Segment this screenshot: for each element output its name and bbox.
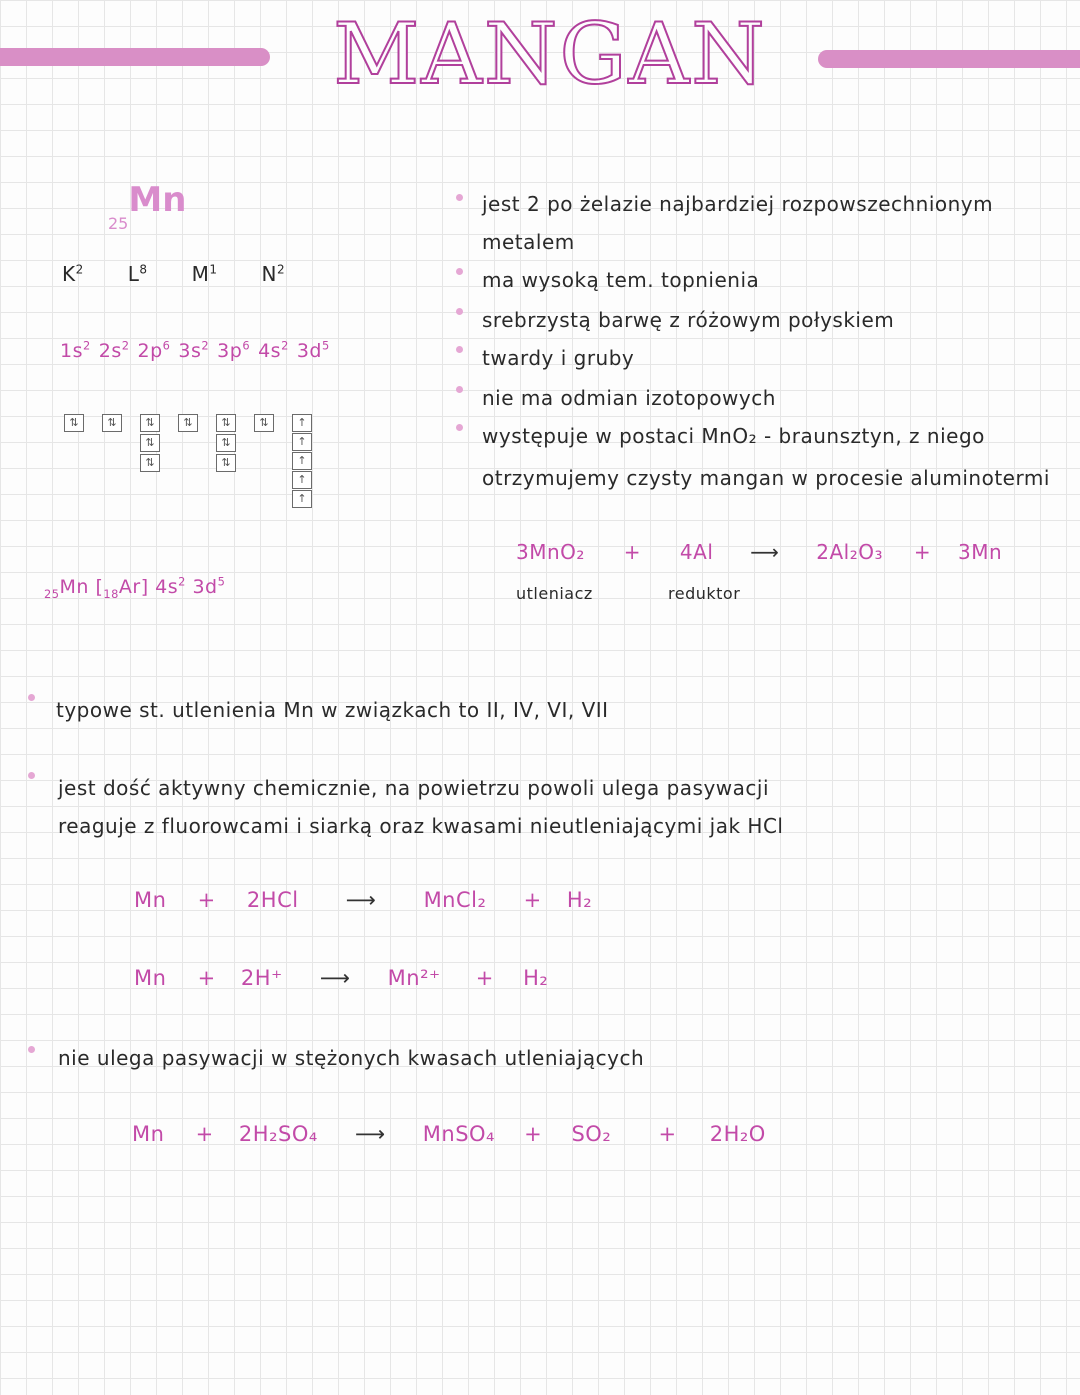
orbital-box: ⇅ <box>216 454 236 472</box>
shell-list <box>62 262 285 286</box>
orbital-box: ⇅ <box>140 434 160 452</box>
config-1s: $1s^2$ <box>60 338 91 362</box>
orbital-box: ↑ <box>292 433 312 451</box>
bullet <box>456 194 463 201</box>
shell-n: $N^2$ <box>261 262 286 286</box>
activity-line: reaguje z fluorowcami i siarką oraz kwasami nieutleniającymi jak HCl <box>58 814 784 838</box>
bullet <box>456 346 463 353</box>
shell-l: $L^8$ <box>127 262 148 286</box>
config-2p: $2p^6$ <box>137 338 171 362</box>
label-oxidizer: utleniacz <box>516 584 593 603</box>
label-reducer: reduktor <box>668 584 741 603</box>
config-3s: $3s^2$ <box>178 338 210 362</box>
orbital-box: ⇅ <box>216 434 236 452</box>
fact-line: metalem <box>482 230 575 254</box>
orbital-2s <box>102 414 122 432</box>
orbital-1s <box>64 414 84 432</box>
orbital-box: ⇅ <box>140 454 160 472</box>
orbital-box: ⇅ <box>178 414 198 432</box>
page-title: MANGAN <box>333 5 767 103</box>
bullet <box>456 308 463 315</box>
activity-line: jest dość aktywny chemicznie, na powietrzu powoli ulega pasywacji <box>58 776 769 800</box>
bullet <box>456 386 463 393</box>
orbital-3s <box>178 414 198 432</box>
orbital-box: ⇅ <box>64 414 84 432</box>
reaction-aluminothermy: 3MnO₂ + 4Al ⟶ 2Al₂O₃ + 3Mn <box>516 540 1003 564</box>
orbital-box: ⇅ <box>102 414 122 432</box>
reaction-sulfuric: Mn + 2H₂SO₄ ⟶ MnSO₄ + SO₂ + 2H₂O <box>132 1122 766 1146</box>
orbital-box: ↑ <box>292 452 312 470</box>
config-2s: $2s^2$ <box>98 338 130 362</box>
reaction-ionic: Mn + 2H⁺ ⟶ Mn²⁺ + H₂ <box>134 966 549 990</box>
orbital-3d <box>292 414 312 508</box>
orbital-4s <box>254 414 274 432</box>
orbital-box: ⇅ <box>140 414 160 432</box>
orbital-box: ↑ <box>292 414 312 432</box>
orbital-2p <box>140 414 160 472</box>
title-rule-left <box>0 48 270 66</box>
config-4s: $4s^2$ <box>258 338 289 362</box>
passivation-note: nie ulega pasywacji w stężonych kwasach utleniających <box>58 1046 645 1070</box>
config-3d: $3d^5$ <box>296 338 330 362</box>
oxidation-states: typowe st. utlenienia Mn w związkach to II, IV, VI, VII <box>56 698 609 722</box>
fact-line: ma wysoką tem. topnienia <box>482 268 760 292</box>
orbital-3p <box>216 414 236 472</box>
fact-line: jest 2 po żelazie najbardziej rozpowszechnionym <box>482 192 994 216</box>
bullet <box>28 694 35 701</box>
orbital-box: ⇅ <box>216 414 236 432</box>
bullet <box>28 1046 35 1053</box>
fact-line: występuje w postaci MnO₂ - braunsztyn, z niego <box>482 424 985 448</box>
atomic-number: 25 <box>108 214 129 233</box>
orbital-box: ↑ <box>292 490 312 508</box>
bullet <box>456 424 463 431</box>
fact-line: twardy i gruby <box>482 346 635 370</box>
fact-line: otrzymujemy czysty mangan w procesie aluminotermi <box>482 466 1050 490</box>
short-configuration: $_{25}$Mn $[_{18}Ar]$ $4s^2$ $3d^5$ <box>44 574 226 601</box>
fact-line: srebrzystą barwę z różowym połyskiem <box>482 308 895 332</box>
shell-m: $M^1$ <box>191 262 218 286</box>
element-symbol <box>108 180 187 233</box>
reaction-hcl: Mn + 2HCl ⟶ MnCl₂ + H₂ <box>134 888 593 912</box>
shell-k: $K^2$ <box>62 262 84 286</box>
orbital-box: ⇅ <box>254 414 274 432</box>
electron-configuration <box>60 340 330 362</box>
config-3p: $3p^6$ <box>217 338 251 362</box>
bullet <box>28 772 35 779</box>
title-rule-right <box>818 50 1080 68</box>
orbital-diagram <box>64 414 312 508</box>
symbol: Mn <box>128 180 187 220</box>
orbital-box: ↑ <box>292 471 312 489</box>
bullet <box>456 268 463 275</box>
fact-line: nie ma odmian izotopowych <box>482 386 776 410</box>
